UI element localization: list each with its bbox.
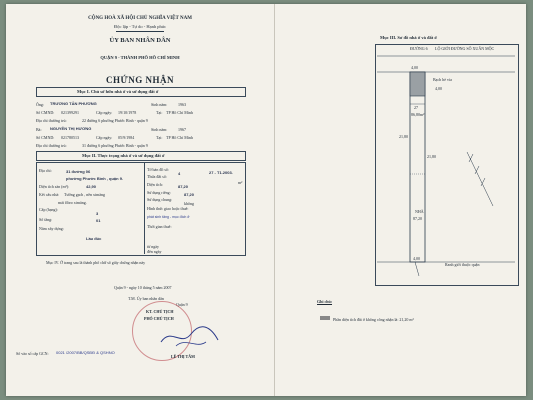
house-area: 87,20 [413, 216, 422, 221]
plot-area-label: 86,80m² [411, 112, 425, 117]
certificate-title: CHỨNG NHẬN [106, 75, 174, 85]
left-page [6, 4, 274, 396]
purpose-note: phát sinh tăng - mục đích ở [147, 215, 190, 219]
owner2-place-label: Tại: [156, 135, 163, 140]
motto-underline [116, 31, 164, 32]
signature-place-date: Quận 9 - ngày 10 tháng 5 năm 2007 [114, 285, 172, 290]
national-motto: Độc lập - Tự do - Hạnh phúc [114, 24, 166, 29]
note-label: Ghi chú: [317, 299, 333, 304]
address-line1: 31 đường 06 [66, 169, 91, 174]
floors-label: Số tầng: [39, 217, 53, 222]
owner1-place: TP Hồ Chí Minh [166, 110, 193, 115]
sheet-value: 4 [178, 171, 181, 176]
section2-divider [144, 162, 145, 254]
register-number: 0021 /2007/BB/QSĐĐ & QSHNO [56, 350, 115, 355]
owner1-address: 22 đường 6 phường Phước Bình - quận 9 [82, 118, 148, 123]
year-value: Lầu đúc [86, 236, 102, 241]
signature-role2: PHÓ CHỦ TỊCH [144, 316, 174, 321]
shared-label: Sử dụng chung: [147, 197, 173, 202]
level-value: 3 [96, 211, 99, 216]
owner1-name: TRƯƠNG TẤN PHƯƠNG [50, 101, 97, 106]
term-end: đến ngày [147, 249, 162, 254]
sheet-label: Tờ bản đồ số: [147, 167, 170, 172]
floor-area-label: Diện tích sàn (m²): [39, 184, 70, 189]
dim-width-top: 4,00 [411, 65, 418, 70]
owner2-address-label: Địa chỉ thường trú: [36, 143, 67, 148]
term-start: từ ngày [147, 244, 160, 249]
section1-header-box [36, 87, 246, 97]
level-label: Cấp (hạng): [39, 207, 58, 212]
certificate-sheet [6, 4, 526, 396]
plot-value: 27 - T1.2003. [209, 170, 233, 175]
owner2-id: 021780513 [61, 135, 79, 140]
note-text: Phần diện tích đất ở không công nhận là: 21,20 m² [333, 317, 414, 322]
dim-side2: 21,80 [427, 154, 436, 159]
diagram-title: Mục III. Sơ đồ nhà ở và đất ở [380, 35, 437, 40]
section1-title: Mục I. Chủ sở hữu nhà ở và sử dụng đất ở [77, 89, 159, 94]
owner1-date: 19/10/1978 [118, 110, 137, 115]
year-label: Năm xây dựng: [39, 226, 64, 231]
owner2-place: TP Hồ Chí Minh [166, 135, 193, 140]
committee-title: ỦY BAN NHÂN DÂN [109, 37, 171, 44]
owner2-date: 05/9/1984 [118, 135, 135, 140]
private-label: Sử dụng riêng: [147, 190, 171, 195]
term-label: Thời gian thuê: [147, 224, 172, 229]
bottom-boundary-label: Ranh giới thuộc quận [445, 262, 480, 267]
owner2-name: NGUYỄN THỊ HƯƠNG [50, 126, 92, 131]
dim-bottom: 4,00 [413, 256, 420, 261]
register-label: Số vào sổ cấp GCN: [16, 351, 49, 356]
owner1-address-label: Địa chỉ thường trú: [36, 118, 67, 123]
owner1-id-label: Số CMND: [36, 110, 55, 115]
purpose-label: Hình thức giao hoặc thuê: [147, 206, 189, 211]
owner2-id-label: Số CMND: [36, 135, 55, 140]
signature-scribble [156, 322, 226, 352]
land-area-unit: m² [238, 180, 243, 185]
land-area-label: Diện tích: [147, 182, 163, 187]
street-mid-label: LỘ GIỚI ĐƯỜNG SỐ XUÂN MỘC [435, 46, 495, 51]
land-area-value: 87,20 [178, 184, 189, 189]
floors-value: 01 [96, 218, 101, 223]
street-top-label: ĐƯỜNG 6 [410, 46, 428, 51]
owner1-birth: 1963 [178, 102, 186, 107]
owner2-date-label: Cấp ngày: [96, 135, 113, 140]
signature-role1: KT. CHỦ TỊCH [146, 309, 174, 314]
owner1-place-label: Tại: [156, 110, 163, 115]
shared-value: không [184, 201, 194, 206]
owner1-date-label: Cấp ngày: [96, 110, 113, 115]
owner2-birth-label: Sinh năm: [151, 127, 168, 132]
section2-title: Mục II. Thực trạng nhà ở và sử dụng đất ở [82, 153, 165, 158]
owner2-birth: 1967 [178, 127, 186, 132]
national-name: CỘNG HOÀ XÃ HỘI CHỦ NGHĨA VIỆT NAM [88, 16, 192, 21]
owner1-birth-label: Sinh năm: [151, 102, 168, 107]
plot-label: Thửa đất số: [147, 174, 167, 179]
dim-side1: 21,80 [399, 134, 408, 139]
signer-name: LÊ THỊ TÂM [171, 354, 195, 359]
signature-authority: T.M. Ủy ban nhân dân [128, 296, 164, 301]
owner2-address: 31 đường 6 phường Phước Bình - quận 9 [82, 143, 148, 148]
signature-unit: Quận 9 [176, 302, 188, 307]
district-title: QUẬN 9 - THÀNH PHỐ HỒ CHÍ MINH [100, 55, 180, 60]
address-label: Địa chỉ: [39, 168, 52, 173]
house-label: NHÀ [415, 209, 424, 214]
section4-title: Mục IV. Ở trang sau là thành phố chữ số giấy chứng nhận này [46, 260, 146, 265]
structure-value: Tường gạch , nền ximăng [64, 192, 106, 197]
setback-dim: 4,00 [435, 86, 442, 91]
section2-header-box [36, 151, 246, 161]
owner1-label: Ông: [36, 102, 44, 107]
owner2-label: Bà: [36, 127, 42, 132]
floor-area: 42,90 [86, 184, 97, 189]
owner1-id: 021399291 [61, 110, 79, 115]
right-page [275, 4, 526, 396]
address-line2: phường Phước Bình , quận 9. [66, 176, 124, 181]
structure-label: Kết cấu nhà: [39, 192, 60, 197]
roof-value: mái fibro ximăng. [58, 200, 87, 205]
setback-top-label: Bạch hè vỉa [433, 77, 452, 82]
note-legend-swatch [320, 316, 330, 320]
private-value: 87,20 [184, 192, 195, 197]
plot-number-label: 27 [414, 105, 418, 110]
